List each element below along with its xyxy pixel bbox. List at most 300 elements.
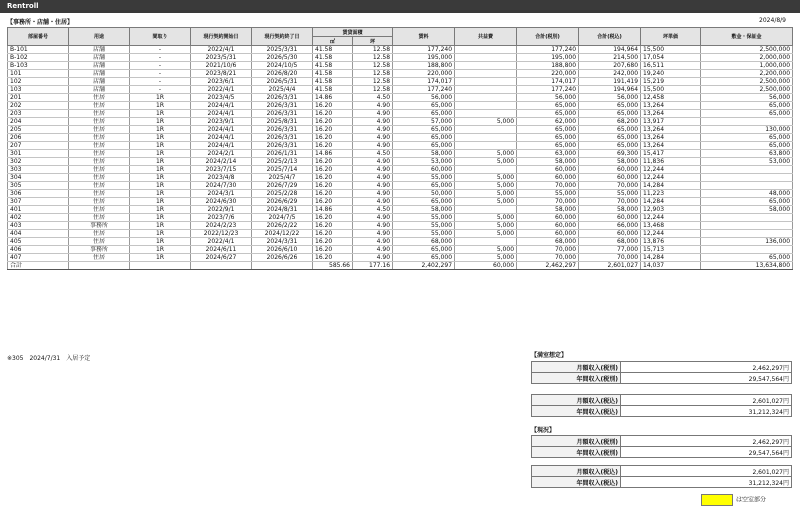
cell-common: [455, 94, 517, 102]
cell-rent: 195,000: [393, 54, 455, 62]
cell-tsubo: 4.50: [353, 206, 393, 214]
cell-total-in: 65,000: [579, 110, 641, 118]
cell-sqm: 16.20: [313, 166, 353, 174]
cell-deposit: [701, 246, 793, 254]
cell-rent: 58,000: [393, 150, 455, 158]
cell-end: 2024/8/31: [252, 206, 313, 214]
cell-use: 住居: [69, 134, 130, 142]
cell-start: 2022/4/1: [191, 86, 252, 94]
cell-unit: 13,264: [641, 110, 701, 118]
cell-rent: 65,000: [393, 254, 455, 262]
cell-use: 事務所: [69, 222, 130, 230]
cell-end: 2026/6/26: [252, 254, 313, 262]
cell-layout: 1R: [130, 206, 191, 214]
cell-total-in: 77,000: [579, 246, 641, 254]
cell-rent: 65,000: [393, 246, 455, 254]
cell-use: 住居: [69, 110, 130, 118]
cell-sqm: 41.58: [313, 54, 353, 62]
cell-deposit: 48,000: [701, 190, 793, 198]
totals-sqm: 585.66: [313, 262, 353, 270]
cell-unit: 15,500: [641, 46, 701, 54]
cell-total-ex: 65,000: [517, 126, 579, 134]
cell-total-in: 214,500: [579, 54, 641, 62]
cell-layout: 1R: [130, 214, 191, 222]
cell-deposit: 2,500,000: [701, 46, 793, 54]
header-sqm: ㎡: [313, 37, 353, 46]
cell-use: 住居: [69, 166, 130, 174]
cell-end: 2025/2/28: [252, 190, 313, 198]
cell-unit: 15,417: [641, 150, 701, 158]
cell-sqm: 16.20: [313, 190, 353, 198]
cell-use: 店舗: [69, 70, 130, 78]
cell-total-in: 66,000: [579, 222, 641, 230]
cell-use: 店舗: [69, 54, 130, 62]
cell-sqm: 16.20: [313, 110, 353, 118]
cell-end: 2025/8/31: [252, 118, 313, 126]
cell-use: 住居: [69, 238, 130, 246]
cell-end: 2024/7/5: [252, 214, 313, 222]
cell-unit: 13,264: [641, 142, 701, 150]
cell-unit: 11,223: [641, 190, 701, 198]
summary-label: 月額収入(税込): [532, 395, 621, 406]
cell-rent: 58,000: [393, 206, 455, 214]
cell-start: 2023/5/31: [191, 54, 252, 62]
cell-layout: 1R: [130, 110, 191, 118]
cell-tsubo: 4.90: [353, 134, 393, 142]
cell-sqm: 16.20: [313, 126, 353, 134]
cell-tsubo: 4.90: [353, 110, 393, 118]
cell-room: 401: [8, 206, 69, 214]
cell-layout: 1R: [130, 182, 191, 190]
cell-deposit: [701, 182, 793, 190]
full-occupancy-label: 【満室想定】: [531, 352, 568, 359]
cell-common: [455, 206, 517, 214]
cell-tsubo: 4.90: [353, 230, 393, 238]
cell-layout: 1R: [130, 102, 191, 110]
cell-layout: 1R: [130, 134, 191, 142]
cell-sqm: 41.58: [313, 70, 353, 78]
cell-common: [455, 86, 517, 94]
cell-sqm: 16.20: [313, 238, 353, 246]
cell-total-ex: 70,000: [517, 198, 579, 206]
cell-rent: 65,000: [393, 182, 455, 190]
cell-rent: 60,000: [393, 166, 455, 174]
totals-total-in: 2,601,027: [579, 262, 641, 270]
cell-layout: 1R: [130, 238, 191, 246]
cell-deposit: 65,000: [701, 134, 793, 142]
header-room: 部屋番号: [8, 28, 69, 46]
cell-tsubo: 4.90: [353, 254, 393, 262]
cell-room: 405: [8, 238, 69, 246]
cell-deposit: 65,000: [701, 142, 793, 150]
table-row: [8, 134, 793, 142]
cell-total-ex: 65,000: [517, 142, 579, 150]
cell-tsubo: 4.90: [353, 238, 393, 246]
table-row: [8, 54, 793, 62]
cell-deposit: 53,000: [701, 158, 793, 166]
cell-start: 2023/8/21: [191, 70, 252, 78]
summary-label: 月額収入(税込): [532, 466, 621, 477]
cell-rent: 65,000: [393, 126, 455, 134]
cell-total-ex: 174,017: [517, 78, 579, 86]
cell-room: 203: [8, 110, 69, 118]
cell-tsubo: 12.58: [353, 62, 393, 70]
cell-end: 2026/3/31: [252, 142, 313, 150]
cell-total-ex: 65,000: [517, 102, 579, 110]
cell-total-ex: 60,000: [517, 222, 579, 230]
cell-total-in: 60,000: [579, 230, 641, 238]
cell-rent: 65,000: [393, 110, 455, 118]
cell-common: [455, 142, 517, 150]
cell-rent: 220,000: [393, 70, 455, 78]
cell-start: 2023/9/1: [191, 118, 252, 126]
cell-common: [455, 54, 517, 62]
cell-sqm: 16.20: [313, 158, 353, 166]
cell-sqm: 16.20: [313, 254, 353, 262]
cell-room: 407: [8, 254, 69, 262]
cell-common: 5,000: [455, 222, 517, 230]
current-summary-ex: [531, 435, 792, 458]
cell-room: 304: [8, 174, 69, 182]
cell-end: 2026/3/31: [252, 110, 313, 118]
totals-unit: 14,037: [641, 262, 701, 270]
table-row: [8, 190, 793, 198]
cell-room: 306: [8, 190, 69, 198]
current-summary-in: [531, 465, 792, 488]
cell-rent: 65,000: [393, 198, 455, 206]
cell-use: 住居: [69, 102, 130, 110]
cell-room: B-101: [8, 46, 69, 54]
cell-rent: 65,000: [393, 142, 455, 150]
cell-rent: 57,000: [393, 118, 455, 126]
cell-total-in: 65,000: [579, 134, 641, 142]
summary-value: 2,462,297円: [621, 436, 792, 447]
cell-rent: 53,000: [393, 158, 455, 166]
cell-sqm: 41.58: [313, 46, 353, 54]
cell-unit: 15,500: [641, 86, 701, 94]
cell-total-in: 194,964: [579, 46, 641, 54]
cell-room: 307: [8, 198, 69, 206]
cell-layout: 1R: [130, 150, 191, 158]
cell-rent: 50,000: [393, 190, 455, 198]
move-in-note: ※305 2024/7/31 入居予定: [7, 355, 91, 362]
cell-total-ex: 60,000: [517, 230, 579, 238]
cell-start: 2024/7/30: [191, 182, 252, 190]
table-subtitle: 【事務所・店舗・住居】: [7, 19, 74, 26]
cell-common: [455, 110, 517, 118]
cell-rent: 55,000: [393, 222, 455, 230]
cell-room: 403: [8, 222, 69, 230]
cell-end: 2026/6/10: [252, 246, 313, 254]
cell-total-ex: 70,000: [517, 182, 579, 190]
cell-sqm: 16.20: [313, 174, 353, 182]
cell-use: 住居: [69, 254, 130, 262]
cell-room: 302: [8, 158, 69, 166]
cell-tsubo: 4.90: [353, 182, 393, 190]
totals-rent: 2,402,297: [393, 262, 455, 270]
cell-start: 2024/4/1: [191, 102, 252, 110]
cell-use: 住居: [69, 230, 130, 238]
cell-deposit: [701, 166, 793, 174]
summary-label: 年間収入(税別): [532, 447, 621, 458]
cell-sqm: 16.20: [313, 246, 353, 254]
cell-deposit: 63,800: [701, 150, 793, 158]
cell-total-in: 58,000: [579, 158, 641, 166]
cell-end: 2026/3/31: [252, 126, 313, 134]
cell-start: 2023/4/8: [191, 174, 252, 182]
cell-tsubo: 4.90: [353, 246, 393, 254]
cell-end: 2024/12/22: [252, 230, 313, 238]
cell-common: 5,000: [455, 190, 517, 198]
cell-use: 住居: [69, 118, 130, 126]
cell-rent: 55,000: [393, 174, 455, 182]
cell-common: [455, 238, 517, 246]
cell-common: [455, 102, 517, 110]
cell-tsubo: 4.90: [353, 198, 393, 206]
cell-start: 2023/4/5: [191, 94, 252, 102]
cell-unit: 13,264: [641, 126, 701, 134]
cell-room: 204: [8, 118, 69, 126]
cell-unit: 12,244: [641, 230, 701, 238]
cell-unit: 17,054: [641, 54, 701, 62]
table-row: [8, 78, 793, 86]
cell-end: 2026/8/20: [252, 70, 313, 78]
cell-start: 2024/4/1: [191, 126, 252, 134]
cell-use: 住居: [69, 150, 130, 158]
table-row: [8, 102, 793, 110]
cell-common: 5,000: [455, 214, 517, 222]
cell-start: 2024/6/27: [191, 254, 252, 262]
table-row: [8, 126, 793, 134]
cell-sqm: 16.20: [313, 182, 353, 190]
cell-rent: 65,000: [393, 102, 455, 110]
cell-total-ex: 60,000: [517, 166, 579, 174]
table-row: [8, 222, 793, 230]
table-row: [8, 198, 793, 206]
cell-total-ex: 70,000: [517, 254, 579, 262]
cell-room: 103: [8, 86, 69, 94]
cell-total-ex: 65,000: [517, 134, 579, 142]
table-row: [8, 238, 793, 246]
cell-layout: -: [130, 46, 191, 54]
cell-total-ex: 65,000: [517, 110, 579, 118]
cell-sqm: 41.58: [313, 78, 353, 86]
cell-sqm: 41.58: [313, 62, 353, 70]
cell-layout: 1R: [130, 126, 191, 134]
table-row: [8, 118, 793, 126]
cell-layout: 1R: [130, 158, 191, 166]
table-row: [8, 206, 793, 214]
cell-tsubo: 4.90: [353, 222, 393, 230]
vacancy-legend: [701, 494, 766, 506]
cell-total-in: 207,680: [579, 62, 641, 70]
cell-room: 205: [8, 126, 69, 134]
summary-label: 月額収入(税別): [532, 362, 621, 373]
table-row: [8, 94, 793, 102]
cell-unit: 12,458: [641, 94, 701, 102]
cell-layout: 1R: [130, 246, 191, 254]
cell-start: 2022/12/23: [191, 230, 252, 238]
cell-use: 住居: [69, 158, 130, 166]
cell-total-ex: 60,000: [517, 174, 579, 182]
cell-use: 店舗: [69, 86, 130, 94]
cell-deposit: 130,000: [701, 126, 793, 134]
cell-rent: 174,017: [393, 78, 455, 86]
table-row: [8, 230, 793, 238]
cell-total-ex: 177,240: [517, 86, 579, 94]
cell-unit: 12,244: [641, 214, 701, 222]
header-total-in: 合計(税込): [579, 28, 641, 46]
summary-label: 月額収入(税別): [532, 436, 621, 447]
cell-sqm: 14.86: [313, 206, 353, 214]
cell-unit: 14,284: [641, 198, 701, 206]
cell-common: [455, 134, 517, 142]
cell-tsubo: 4.90: [353, 102, 393, 110]
cell-deposit: 1,000,000: [701, 62, 793, 70]
cell-unit: 15,713: [641, 246, 701, 254]
cell-tsubo: 4.90: [353, 214, 393, 222]
cell-rent: 177,240: [393, 86, 455, 94]
cell-common: 5,000: [455, 254, 517, 262]
cell-start: 2022/4/1: [191, 238, 252, 246]
cell-layout: 1R: [130, 190, 191, 198]
cell-unit: 13,917: [641, 118, 701, 126]
cell-total-ex: 188,800: [517, 62, 579, 70]
header-start: 現行契約開始日: [191, 28, 252, 46]
cell-total-ex: 60,000: [517, 214, 579, 222]
cell-room: 303: [8, 166, 69, 174]
cell-common: [455, 70, 517, 78]
cell-layout: 1R: [130, 198, 191, 206]
header-common: 共益費: [455, 28, 517, 46]
cell-layout: -: [130, 70, 191, 78]
cell-end: 2025/7/14: [252, 166, 313, 174]
cell-common: 5,000: [455, 158, 517, 166]
cell-rent: 55,000: [393, 214, 455, 222]
cell-unit: 13,264: [641, 102, 701, 110]
cell-use: 店舗: [69, 62, 130, 70]
header-tsubo: 坪: [353, 37, 393, 46]
cell-unit: 16,511: [641, 62, 701, 70]
cell-sqm: 16.20: [313, 214, 353, 222]
cell-tsubo: 4.90: [353, 142, 393, 150]
cell-total-in: 60,000: [579, 174, 641, 182]
cell-deposit: 2,500,000: [701, 78, 793, 86]
cell-total-in: 194,964: [579, 86, 641, 94]
table-row: [8, 110, 793, 118]
cell-use: 住居: [69, 94, 130, 102]
cell-total-ex: 62,000: [517, 118, 579, 126]
table-row: [8, 182, 793, 190]
cell-end: 2025/2/13: [252, 158, 313, 166]
cell-sqm: 16.20: [313, 102, 353, 110]
cell-end: 2025/3/31: [252, 46, 313, 54]
cell-sqm: 16.20: [313, 134, 353, 142]
cell-layout: 1R: [130, 174, 191, 182]
cell-sqm: 16.20: [313, 222, 353, 230]
cell-unit: 13,264: [641, 134, 701, 142]
cell-tsubo: 4.90: [353, 158, 393, 166]
cell-end: 2026/6/29: [252, 198, 313, 206]
cell-total-in: 65,000: [579, 102, 641, 110]
cell-unit: 12,244: [641, 174, 701, 182]
totals-label: 合計: [8, 262, 69, 270]
cell-tsubo: 4.90: [353, 118, 393, 126]
summary-value: 31,212,324円: [621, 477, 792, 488]
cell-tsubo: 4.90: [353, 190, 393, 198]
cell-deposit: 65,000: [701, 254, 793, 262]
cell-room: B-103: [8, 62, 69, 70]
cell-total-in: 69,300: [579, 150, 641, 158]
summary-value: 2,601,027円: [621, 466, 792, 477]
cell-common: [455, 62, 517, 70]
cell-tsubo: 12.58: [353, 46, 393, 54]
rentroll-body: [8, 46, 793, 262]
cell-end: 2025/4/7: [252, 174, 313, 182]
cell-end: 2026/3/31: [252, 102, 313, 110]
header-unit: 坪単価: [641, 28, 701, 46]
cell-room: 202: [8, 102, 69, 110]
cell-use: 住居: [69, 214, 130, 222]
cell-total-ex: 68,000: [517, 238, 579, 246]
cell-deposit: 2,200,000: [701, 70, 793, 78]
cell-rent: 55,000: [393, 230, 455, 238]
summary-value: 29,547,564円: [621, 373, 792, 384]
header-layout: 間取り: [130, 28, 191, 46]
cell-deposit: [701, 230, 793, 238]
cell-tsubo: 4.50: [353, 150, 393, 158]
cell-deposit: 2,500,000: [701, 86, 793, 94]
cell-end: 2024/10/5: [252, 62, 313, 70]
cell-layout: 1R: [130, 166, 191, 174]
cell-total-ex: 63,000: [517, 150, 579, 158]
cell-common: 5,000: [455, 198, 517, 206]
cell-sqm: 16.20: [313, 142, 353, 150]
cell-tsubo: 12.58: [353, 86, 393, 94]
vacancy-swatch: [701, 494, 733, 506]
cell-start: 2023/7/15: [191, 166, 252, 174]
cell-start: 2024/2/23: [191, 222, 252, 230]
cell-unit: 13,876: [641, 238, 701, 246]
cell-deposit: [701, 222, 793, 230]
cell-deposit: [701, 214, 793, 222]
cell-tsubo: 4.90: [353, 126, 393, 134]
cell-use: 住居: [69, 126, 130, 134]
cell-start: 2023/7/6: [191, 214, 252, 222]
cell-total-in: 70,000: [579, 198, 641, 206]
cell-total-in: 68,000: [579, 238, 641, 246]
cell-total-in: 56,000: [579, 94, 641, 102]
cell-room: 102: [8, 78, 69, 86]
cell-end: 2026/2/22: [252, 222, 313, 230]
cell-start: 2024/6/30: [191, 198, 252, 206]
cell-deposit: [701, 174, 793, 182]
cell-rent: 56,000: [393, 94, 455, 102]
cell-room: 305: [8, 182, 69, 190]
cell-end: 2026/5/31: [252, 78, 313, 86]
summary-label: 年間収入(税別): [532, 373, 621, 384]
cell-start: 2024/4/1: [191, 110, 252, 118]
cell-deposit: 2,000,000: [701, 54, 793, 62]
cell-layout: 1R: [130, 142, 191, 150]
table-row: [8, 246, 793, 254]
cell-end: 2026/3/31: [252, 94, 313, 102]
cell-start: 2024/4/1: [191, 142, 252, 150]
app-title: Rentroll: [0, 0, 800, 13]
cell-use: 住居: [69, 182, 130, 190]
cell-layout: -: [130, 54, 191, 62]
table-row: [8, 158, 793, 166]
